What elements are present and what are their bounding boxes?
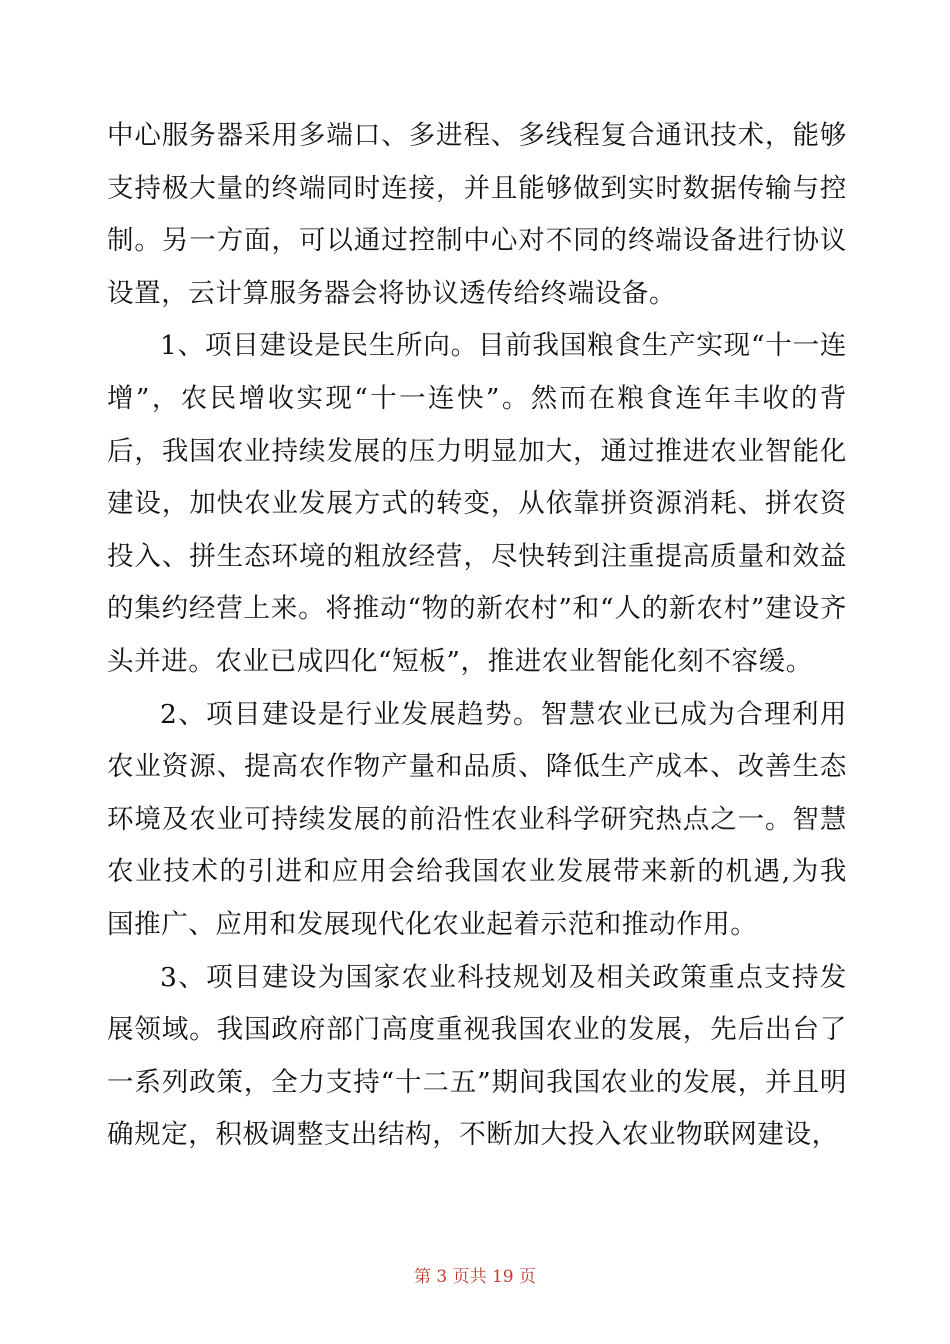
paragraph-item-1: 1、项目建设是民生所向。目前我国粮食生产实现“十一连增”，农民增收实现“十一连快”。然而在粮食连年丰收的背后，我国农业持续发展的压力明显加大，通过推进农业智能化建设，加快农业发展方式的转变，从依靠拼资源消耗、拼农资投入、拼生态环境的粗放经营，尽快转到注重提高质量和效益的集约经营上来。将推动“物的新农村”和“人的新农村”建设齐头并进。农业已成四化“短板”，推进农业智能化刻不容缓。 bbox=[107, 330, 847, 677]
paragraph-item-3: 3、项目建设为国家农业科技规划及相关政策重点支持发展领域。我国政府部门高度重视我国农业的发展，先后出台了一系列政策，全力支持“十二五”期间我国农业的发展，并且明确规定，积极调整支出结构，不断加大投入农业物联网建设， bbox=[107, 961, 847, 1151]
page-number-footer: 第 3 页共 19 页 bbox=[413, 1267, 537, 1287]
paragraph-item-2: 2、项目建设是行业发展趋势。智慧农业已成为合理利用农业资源、提高农作物产量和品质、降低生产成本、改善生态环境及农业可持续发展的前沿性农业科学研究热点之一。智慧农业技术的引进和应用会给我国农业发展带来新的机遇,为我国推广、应用和发展现代化农业起着示范和推动作用。 bbox=[107, 698, 847, 940]
document-body bbox=[107, 110, 847, 1162]
paragraph-server-intro: 中心服务器采用多端口、多进程、多线程复合通讯技术，能够支持极大量的终端同时连接，并且能够做到实时数据传输与控制。另一方面，可以通过控制中心对不同的终端设备进行协议设置，云计算服务器会将协议透传给终端设备。 bbox=[107, 120, 847, 309]
